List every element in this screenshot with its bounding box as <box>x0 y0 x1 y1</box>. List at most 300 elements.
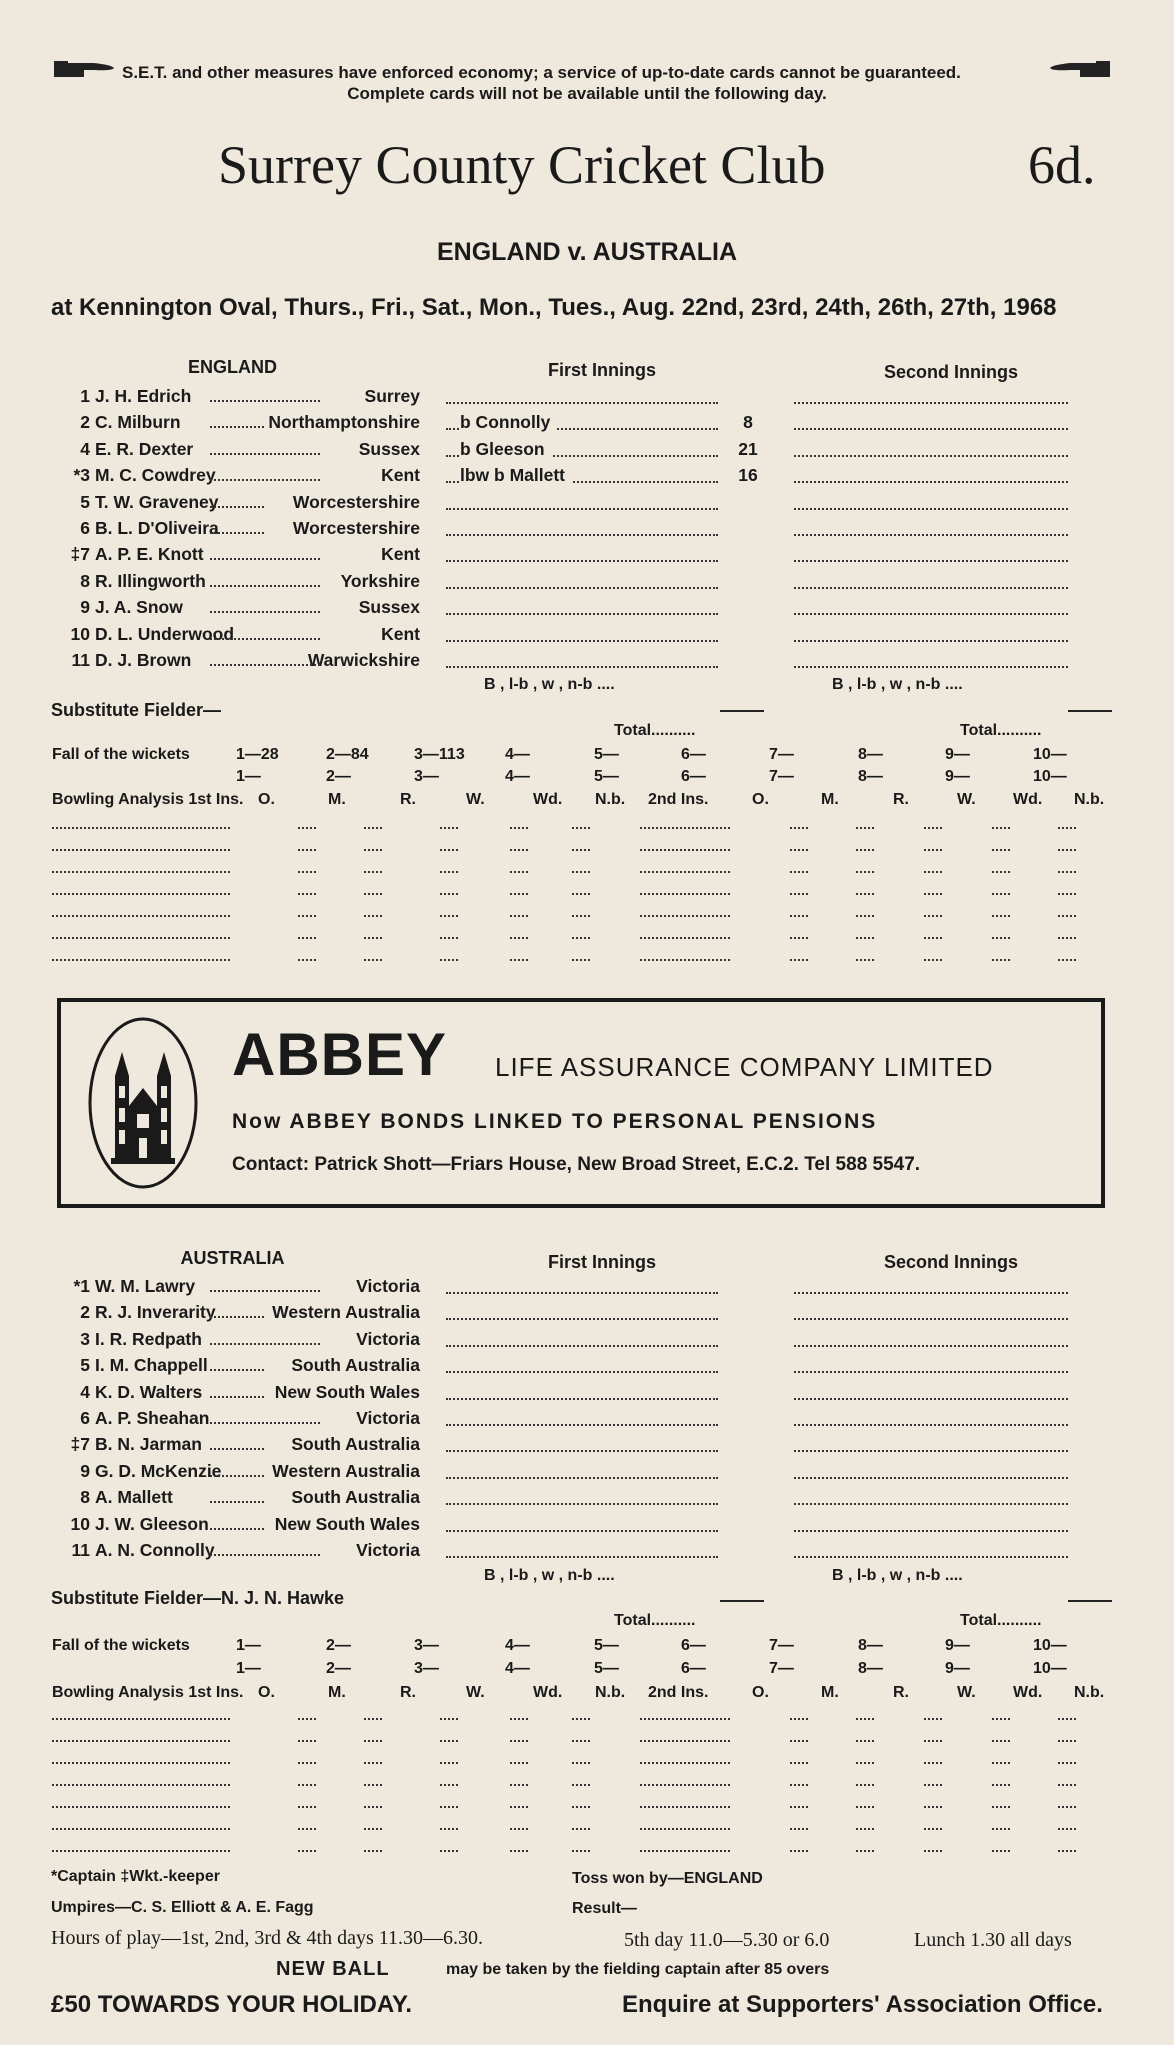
legend-captain-keeper: *Captain ‡Wkt.-keeper <box>51 1868 220 1885</box>
bowler-name-line <box>52 827 230 829</box>
bowling-figure-line <box>640 1740 730 1742</box>
fall-of-wicket: 2—84 <box>326 746 369 763</box>
batsman-name: C. Milburn <box>95 412 181 433</box>
fall-of-wicket: 1— <box>236 768 261 785</box>
bowling-column-header: R. <box>893 1684 909 1701</box>
bowling-figure-line <box>298 893 316 895</box>
bowling-figure-line <box>640 1762 730 1764</box>
second-innings-line <box>794 402 1068 404</box>
batsman-county: Worcestershire <box>292 491 420 512</box>
second-innings-line <box>794 508 1068 510</box>
bowling-figure-line <box>1058 871 1076 873</box>
england-extras-1st: B , l-b , w , n-b .... <box>484 676 615 693</box>
england-first-innings-heading: First Innings <box>548 360 656 380</box>
leader-dots <box>210 611 320 613</box>
bowling-figure-line <box>640 893 730 895</box>
leader-dots <box>210 1475 264 1477</box>
bowling-figure-line <box>640 959 730 961</box>
batsman-number: 4 <box>80 1381 90 1402</box>
bowling-figure-line <box>510 959 528 961</box>
batsman-name: B. L. D'Oliveira <box>95 518 219 538</box>
england-team-heading: ENGLAND <box>188 357 277 377</box>
bowling-figure-line <box>640 1718 730 1720</box>
bowling-figure-line <box>298 1828 316 1830</box>
first-innings-line <box>446 1450 718 1452</box>
leader-dots <box>210 638 320 640</box>
batsman-county: Western Australia <box>272 1460 420 1481</box>
australia-second-innings-heading: Second Innings <box>884 1252 1019 1272</box>
bowling-figure-line <box>364 1806 382 1808</box>
bowling-figure-line <box>364 893 382 895</box>
bowling-figure-line <box>572 871 590 873</box>
bowling-figure-line <box>572 915 590 917</box>
bowling-figure-line <box>790 849 808 851</box>
bowler-name-line <box>52 959 230 961</box>
bowling-figure-line <box>572 1740 590 1742</box>
new-ball-label: NEW BALL <box>276 1958 390 1980</box>
bowling-figure-line <box>298 849 316 851</box>
second-innings-line <box>794 1371 1068 1373</box>
batsman-number: 2 <box>80 1302 90 1323</box>
batsman-name: A. N. Connolly <box>95 1540 215 1560</box>
bowling-figure-line <box>992 1718 1010 1720</box>
bowling-figure-line <box>856 1850 874 1852</box>
batsman-name: D. J. Brown <box>95 650 192 670</box>
bowling-figure-line <box>924 1806 942 1808</box>
first-innings-line <box>446 587 718 589</box>
batsman-number: ‡7 <box>70 544 90 565</box>
bowling-figure-line <box>364 1784 382 1786</box>
bowling-figure-line <box>440 1828 458 1830</box>
fall-of-wicket: 10— <box>1033 1637 1067 1654</box>
runs: 21 <box>738 438 758 459</box>
bowling-figure-line <box>924 1740 942 1742</box>
batsman-number: 2 <box>80 412 90 433</box>
batsman-county: South Australia <box>291 1355 420 1376</box>
first-innings-line <box>446 1371 718 1373</box>
fall-of-wicket: 7— <box>769 1660 794 1677</box>
batsman-number: 6 <box>80 1408 90 1428</box>
bowling-figure-line <box>924 937 942 939</box>
fall-of-wicket: 9— <box>945 768 970 785</box>
bowling-figure-line <box>790 959 808 961</box>
bowling-figure-line <box>856 893 874 895</box>
bowler-name-line <box>52 1828 230 1830</box>
bowling-column-header: N.b. <box>1074 791 1105 808</box>
bowling-figure-line <box>298 1718 316 1720</box>
england-bowling-label: Bowling Analysis 1st Ins. <box>52 791 244 808</box>
fall-of-wicket: 1—28 <box>236 746 279 763</box>
bowling-figure-line <box>510 827 528 829</box>
bowling-column-header: M. <box>821 791 839 808</box>
economy-notice-line1: S.E.T. and other measures have enforced economy; a service of up-to-date cards cannot be guaranteed. <box>122 63 961 82</box>
fifth-day-hours: 5th day 11.0—5.30 or 6.0 <box>624 1929 830 1951</box>
bowling-figure-line <box>298 1784 316 1786</box>
bowling-figure-line <box>1058 1784 1076 1786</box>
second-innings-line <box>794 666 1068 668</box>
bowling-figure-line <box>992 827 1010 829</box>
batsman-number: *3 <box>73 465 90 486</box>
batsman-number: ‡7 <box>70 1434 90 1455</box>
fall-of-wicket: 2— <box>326 768 351 785</box>
bowling-column-header: Wd. <box>1013 1684 1043 1701</box>
bowling-figure-line <box>856 1806 874 1808</box>
leader-dots <box>210 1343 320 1345</box>
first-innings-line <box>446 640 718 642</box>
first-innings-line <box>446 1345 718 1347</box>
fall-of-wicket: 5— <box>594 768 619 785</box>
leader-dots <box>210 1290 320 1292</box>
batsman-county: Victoria <box>356 1328 420 1349</box>
bowling-figure-line <box>572 1718 590 1720</box>
bowling-figure-line <box>924 893 942 895</box>
bowling-figure-line <box>924 1828 942 1830</box>
match-title: ENGLAND v. AUSTRALIA <box>437 238 737 266</box>
batsman-name: A. P. E. Knott <box>95 544 204 565</box>
fall-of-wicket: 10— <box>1033 768 1067 785</box>
bowling-figure-line <box>790 1762 808 1764</box>
leader-dots <box>210 532 264 534</box>
first-innings-line <box>446 1318 718 1320</box>
first-innings-line <box>446 1530 718 1532</box>
bowling-figure-line <box>510 871 528 873</box>
australia-total-1st: Total.......... <box>614 1612 696 1629</box>
batsman-number: 4 <box>80 438 90 459</box>
batsman-county: South Australia <box>291 1487 420 1508</box>
bowling-figure-line <box>298 1806 316 1808</box>
second-innings-line <box>794 428 1068 430</box>
england-total-rule-1st <box>720 710 764 712</box>
bowler-name-line <box>52 1784 230 1786</box>
bowling-figure-line <box>640 871 730 873</box>
second-innings-line <box>794 534 1068 536</box>
bowling-figure-line <box>440 915 458 917</box>
bowling-figure-line <box>440 1850 458 1852</box>
leader-dots <box>210 1448 264 1450</box>
bowling-figure-line <box>1058 893 1076 895</box>
second-innings-line <box>794 1398 1068 1400</box>
fall-of-wicket: 6— <box>681 1637 706 1654</box>
bowling-figure-line <box>1058 937 1076 939</box>
bowling-column-header: R. <box>893 791 909 808</box>
leader-dots <box>210 1316 264 1318</box>
first-innings-line <box>446 560 718 562</box>
fall-of-wicket: 6— <box>681 768 706 785</box>
bowling-figure-line <box>364 871 382 873</box>
leader-dots <box>210 1396 264 1398</box>
batsman-county: Yorkshire <box>340 570 420 591</box>
batsman-name: I. R. Redpath <box>95 1328 202 1349</box>
bowling-figure-line <box>510 1740 528 1742</box>
bowling-figure-line <box>856 1784 874 1786</box>
fall-of-wicket: 3—113 <box>414 746 465 763</box>
batsman-county: Western Australia <box>272 1302 420 1323</box>
second-innings-line <box>794 1424 1068 1426</box>
bowling-figure-line <box>790 1718 808 1720</box>
batsman-number: *1 <box>73 1276 90 1296</box>
batsman-number: 11 <box>71 650 90 670</box>
fall-of-wicket: 6— <box>681 746 706 763</box>
bowling-column-header: M. <box>328 1684 346 1701</box>
bowling-figure-line <box>364 1828 382 1830</box>
leader-dots <box>210 664 320 666</box>
bowling-figure-line <box>440 849 458 851</box>
leader-dots <box>210 479 320 481</box>
fall-of-wicket: 5— <box>594 1637 619 1654</box>
australia-total-rule-1st <box>720 1600 764 1602</box>
bowling-figure-line <box>790 871 808 873</box>
bowling-column-header: W. <box>466 1684 485 1701</box>
batsman-number: 10 <box>70 623 90 644</box>
pointing-hand-right-icon <box>1048 57 1110 86</box>
lunch-time: Lunch 1.30 all days <box>914 1929 1072 1951</box>
match-venue-dates: at Kennington Oval, Thurs., Fri., Sat., Mon., Tues., Aug. 22nd, 23rd, 24th, 26th, 27th, 1968 <box>51 294 1057 321</box>
bowling-figure-line <box>440 937 458 939</box>
bowling-figure-line <box>790 1828 808 1830</box>
bowling-figure-line <box>364 937 382 939</box>
leader-dots <box>210 400 320 402</box>
bowling-column-header: O. <box>752 791 769 808</box>
england-substitute-fielder: Substitute Fielder— <box>51 700 222 720</box>
bowling-figure-line <box>440 1718 458 1720</box>
batsman-name: B. N. Jarman <box>95 1434 202 1455</box>
first-innings-line <box>446 1398 718 1400</box>
bowling-column-header: N.b. <box>595 791 626 808</box>
bowling-figure-line <box>924 1762 942 1764</box>
bowling-figure-line <box>572 893 590 895</box>
bowling-figure-line <box>640 827 730 829</box>
bowling-figure-line <box>572 1806 590 1808</box>
second-innings-line <box>794 640 1068 642</box>
bowling-figure-line <box>992 1806 1010 1808</box>
fall-of-wicket: 5— <box>594 1660 619 1677</box>
batsman-county: New South Wales <box>274 1513 420 1534</box>
bowling-figure-line <box>364 827 382 829</box>
bowler-name-line <box>52 937 230 939</box>
leader-dots <box>210 506 264 508</box>
second-innings-line <box>794 1477 1068 1479</box>
bowling-figure-line <box>572 1762 590 1764</box>
england-extras-2nd: B , l-b , w , n-b .... <box>832 676 963 693</box>
bowling-figure-line <box>364 1718 382 1720</box>
australia-extras-1st: B , l-b , w , n-b .... <box>484 1567 615 1584</box>
bowling-figure-line <box>298 1740 316 1742</box>
bowling-column-header: O. <box>258 1684 275 1701</box>
bowling-figure-line <box>440 871 458 873</box>
bowler-name-line <box>52 1762 230 1764</box>
hours-of-play: Hours of play—1st, 2nd, 3rd & 4th days 11.30—6.30. <box>51 1927 484 1949</box>
first-innings-line <box>446 1424 718 1426</box>
batsman-name: M. C. Cowdrey <box>95 465 216 486</box>
australia-substitute-fielder: Substitute Fielder—N. J. N. Hawke <box>51 1588 345 1608</box>
bowling-figure-line <box>298 827 316 829</box>
australia-team-heading: AUSTRALIA <box>180 1248 285 1268</box>
bowling-figure-line <box>298 1850 316 1852</box>
bowling-column-header: W. <box>466 791 485 808</box>
bowler-name-line <box>52 871 230 873</box>
bowling-figure-line <box>510 1850 528 1852</box>
batsman-number: 5 <box>80 491 90 512</box>
second-innings-line <box>794 1530 1068 1532</box>
bowling-figure-line <box>364 849 382 851</box>
bowling-figure-line <box>572 1828 590 1830</box>
fall-of-wicket: 9— <box>945 1637 970 1654</box>
bowling-figure-line <box>924 827 942 829</box>
bowling-figure-line <box>790 915 808 917</box>
bowling-figure-line <box>298 959 316 961</box>
australia-bowling-label: Bowling Analysis 1st Ins. <box>52 1684 244 1701</box>
first-innings-line <box>446 1503 718 1505</box>
new-ball-note: may be taken by the fielding captain after 85 overs <box>446 1961 830 1978</box>
bowler-name-line <box>52 1740 230 1742</box>
second-innings-line <box>794 1450 1068 1452</box>
fall-of-wicket: 10— <box>1033 1660 1067 1677</box>
batsman-county: Surrey <box>364 386 420 406</box>
batsman-name: J. A. Snow <box>95 597 183 618</box>
batsman-county: Kent <box>381 623 420 644</box>
second-innings-line <box>794 1292 1068 1294</box>
batsman-county: Victoria <box>356 1276 420 1296</box>
bowling-figure-line <box>440 1762 458 1764</box>
batsman-number: 11 <box>71 1540 90 1560</box>
england-total-rule-2nd <box>1068 710 1112 712</box>
bowling-figure-line <box>1058 959 1076 961</box>
bowler-name-line <box>52 849 230 851</box>
bowling-figure-line <box>992 1784 1010 1786</box>
australia-first-innings-heading: First Innings <box>548 1252 656 1272</box>
bowling-figure-line <box>1058 1762 1076 1764</box>
bowler-name-line <box>52 893 230 895</box>
bowling-figure-line <box>640 915 730 917</box>
australia-total-2nd: Total.......... <box>960 1612 1042 1629</box>
fall-of-wicket: 9— <box>945 1660 970 1677</box>
leader-dots <box>210 1554 320 1556</box>
bowling-figure-line <box>364 1762 382 1764</box>
bowling-figure-line <box>440 893 458 895</box>
card-price: 6d. <box>1028 135 1096 195</box>
batsman-county: Warwickshire <box>307 650 420 670</box>
batsman-number: 9 <box>80 1460 90 1481</box>
bowling-figure-line <box>992 893 1010 895</box>
bowling-figure-line <box>992 1850 1010 1852</box>
fall-of-wicket: 1— <box>236 1660 261 1677</box>
bowling-figure-line <box>992 959 1010 961</box>
bowling-figure-line <box>992 849 1010 851</box>
bowling-figure-line <box>440 1740 458 1742</box>
fall-of-wicket: 3— <box>414 1637 439 1654</box>
bowling-figure-line <box>510 1762 528 1764</box>
england-second-innings-heading: Second Innings <box>884 362 1019 382</box>
bowling-column-header: O. <box>258 791 275 808</box>
batsman-county: Sussex <box>358 597 420 618</box>
bowler-name-line <box>52 915 230 917</box>
batsman-county: Northamptonshire <box>268 412 420 433</box>
batsman-name: W. M. Lawry <box>95 1276 196 1296</box>
bowling-figure-line <box>510 893 528 895</box>
bowling-figure-line <box>572 827 590 829</box>
bowling-figure-line <box>510 915 528 917</box>
umpires: Umpires—C. S. Elliott & A. E. Fagg <box>51 1899 314 1916</box>
second-innings-line <box>794 1318 1068 1320</box>
bowling-column-header: W. <box>957 1684 976 1701</box>
batsman-number: 8 <box>80 570 90 591</box>
fall-of-wicket: 8— <box>858 768 883 785</box>
bowling-column-header: Wd. <box>533 1684 563 1701</box>
bowling-figure-line <box>790 827 808 829</box>
match-result: Result— <box>572 1900 637 1917</box>
second-innings-line <box>794 1556 1068 1558</box>
bowling-figure-line <box>640 1828 730 1830</box>
bowling-figure-line <box>364 1850 382 1852</box>
batsman-number: 8 <box>80 1487 90 1508</box>
bowling-figure-line <box>572 937 590 939</box>
bowling-column-header: Wd. <box>533 791 563 808</box>
fall-of-wicket: 8— <box>858 1660 883 1677</box>
dismissal: b Connolly <box>460 409 556 435</box>
fall-of-wicket: 9— <box>945 746 970 763</box>
bowling-figure-line <box>992 1762 1010 1764</box>
bowling-figure-line <box>924 959 942 961</box>
bowling-figure-line <box>992 915 1010 917</box>
fall-of-wicket: 7— <box>769 1637 794 1654</box>
batsman-county: Victoria <box>356 1540 420 1560</box>
fall-of-wicket: 4— <box>505 1637 530 1654</box>
bowling-figure-line <box>856 1718 874 1720</box>
batsman-name: J. H. Edrich <box>95 386 192 406</box>
fall-of-wicket: 8— <box>858 1637 883 1654</box>
bowling-figure-line <box>510 937 528 939</box>
bowling-figure-line <box>856 915 874 917</box>
bowling-figure-line <box>790 1850 808 1852</box>
first-innings-line <box>446 402 718 404</box>
bowling-figure-line <box>992 871 1010 873</box>
dismissal: b Gleeson <box>460 436 551 462</box>
bowling-figure-line <box>640 937 730 939</box>
england-total-2nd: Total.......... <box>960 722 1042 739</box>
bowling-figure-line <box>510 1718 528 1720</box>
bowling-column-header: O. <box>752 1684 769 1701</box>
australia-fall-label: Fall of the wickets <box>52 1637 190 1654</box>
abbey-advertisement <box>57 998 1105 1208</box>
bowling-figure-line <box>1058 827 1076 829</box>
supporters-office: Enquire at Supporters' Association Office. <box>622 1991 1103 2018</box>
first-innings-line <box>446 666 718 668</box>
first-innings-line <box>446 613 718 615</box>
bowling-figure-line <box>790 1740 808 1742</box>
first-innings-line <box>446 1292 718 1294</box>
bowling-figure-line <box>572 959 590 961</box>
economy-notice-line2: Complete cards will not be available until the following day. <box>347 84 827 103</box>
batsman-county: New South Wales <box>274 1381 420 1402</box>
batsman-county: Victoria <box>356 1408 420 1428</box>
australia-extras-2nd: B , l-b , w , n-b .... <box>832 1567 963 1584</box>
bowling-figure-line <box>440 1806 458 1808</box>
bowling-column-header: W. <box>957 791 976 808</box>
bowling-figure-line <box>856 937 874 939</box>
bowling-column-header: 2nd Ins. <box>648 1684 709 1701</box>
bowling-column-header: N.b. <box>595 1684 626 1701</box>
second-innings-line <box>794 455 1068 457</box>
batsman-number: 1 <box>80 386 90 406</box>
bowling-figure-line <box>856 849 874 851</box>
bowling-figure-line <box>790 937 808 939</box>
fall-of-wicket: 5— <box>594 746 619 763</box>
batsman-name: R. Illingworth <box>95 570 206 591</box>
bowling-figure-line <box>640 1806 730 1808</box>
bowling-figure-line <box>1058 1806 1076 1808</box>
bowling-figure-line <box>298 1762 316 1764</box>
bowling-figure-line <box>510 849 528 851</box>
